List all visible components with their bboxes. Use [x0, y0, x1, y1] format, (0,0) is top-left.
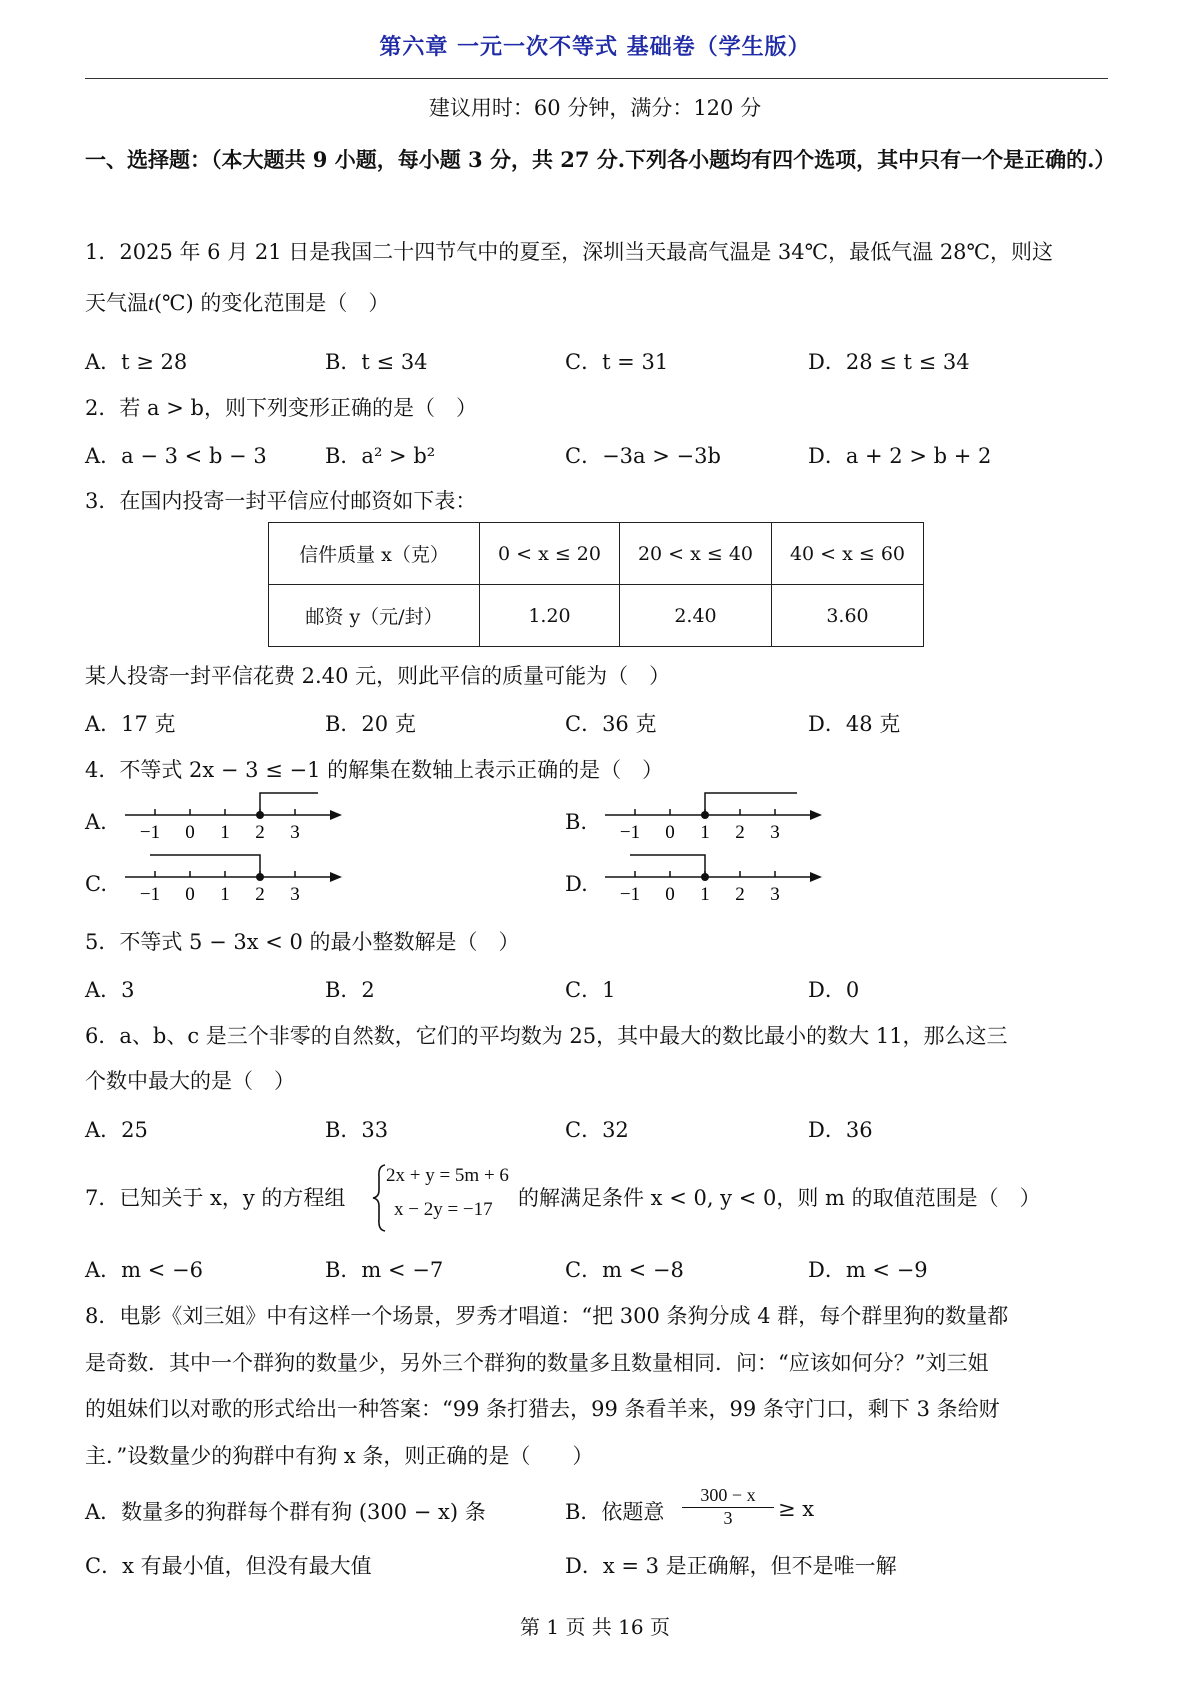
q8-option-d[interactable]: D．x = 3 是正确解，但不是唯一解 — [565, 1554, 897, 1578]
time-and-score: 建议用时：60 分钟，满分：120 分 — [428, 96, 762, 120]
tick-label: 2 — [735, 884, 745, 902]
table-cell: 信件质量 x（克） — [269, 523, 480, 585]
q1-option-d[interactable]: D．28 ≤ t ≤ 34 — [808, 350, 970, 374]
tick-label: 3 — [770, 884, 780, 902]
tick-label: 1 — [220, 884, 230, 902]
title-divider — [85, 78, 1108, 79]
q8-option-b-prefix[interactable]: B．依题意 — [565, 1500, 665, 1524]
q3-option-b[interactable]: B．20 克 — [325, 712, 416, 736]
section-heading: 一、选择题：（本大题共 9 小题，每小题 3 分，共 27 分.下列各小题均有四个选项，其中只有一个是正确的.） — [85, 147, 1116, 172]
table-row — [269, 585, 924, 647]
q8-option-c[interactable]: C．x 有最小值，但没有最大值 — [85, 1554, 372, 1578]
tick-label: 2 — [255, 884, 265, 902]
table-row — [269, 523, 924, 585]
q3-stem: 3．在国内投寄一封平信应付邮资如下表： — [85, 489, 477, 513]
q2-option-d[interactable]: D．a + 2 > b + 2 — [808, 444, 992, 468]
q5-option-c[interactable]: C．1 — [565, 978, 616, 1002]
q3-option-a[interactable]: A．17 克 — [85, 712, 176, 736]
tick-label: 1 — [220, 822, 230, 840]
q5-stem: 5．不等式 5 − 3x < 0 的最小整数解是（ ） — [85, 930, 520, 954]
equation-system — [372, 1163, 532, 1233]
tick-label: −1 — [619, 884, 641, 902]
q4-label-b[interactable]: B. — [565, 810, 588, 834]
q4-numberline-b[interactable] — [600, 785, 830, 840]
tick-label: −1 — [139, 884, 161, 902]
q1-stem-var: t — [148, 291, 154, 315]
table-cell: 40 < x ≤ 60 — [772, 523, 924, 585]
tick-label: 1 — [700, 822, 710, 840]
tick-label: 0 — [185, 822, 195, 840]
tick-label: 2 — [735, 822, 745, 840]
q5-option-b[interactable]: B．2 — [325, 978, 375, 1002]
q3-option-c[interactable]: C．36 克 — [565, 712, 657, 736]
q6-option-b[interactable]: B．33 — [325, 1118, 389, 1142]
tick-label: 3 — [290, 884, 300, 902]
tick-label: 0 — [665, 884, 675, 902]
table-cell: 3.60 — [772, 585, 924, 647]
q6-option-a[interactable]: A．25 — [85, 1118, 148, 1142]
q4-numberline-d[interactable] — [600, 847, 830, 902]
fraction-numerator: 300 − x — [682, 1485, 774, 1508]
q6-option-c[interactable]: C．32 — [565, 1118, 629, 1142]
q6-stem-line1: 6．a、b、c 是三个非零的自然数，它们的平均数为 25，其中最大的数比最小的数大 11，那么这三 — [85, 1024, 1008, 1048]
equation-1: 2x + y = 5m + 6 — [386, 1165, 509, 1186]
tick-label: 2 — [255, 822, 265, 840]
q4-label-a[interactable]: A. — [85, 810, 107, 834]
q7-option-c[interactable]: C．m < −8 — [565, 1258, 684, 1282]
q5-option-d[interactable]: D．0 — [808, 978, 860, 1002]
q1-stem-post: (℃) 的变化范围是（ ） — [153, 291, 390, 315]
table-cell: 邮资 y（元/封） — [269, 585, 480, 647]
q8-stem-line4: 主．”设数量少的狗群中有狗 x 条，则正确的是（ ） — [85, 1444, 594, 1468]
q4-stem: 4．不等式 2x − 3 ≤ −1 的解集在数轴上表示正确的是（ ） — [85, 758, 664, 782]
q7-option-b[interactable]: B．m < −7 — [325, 1258, 444, 1282]
table-cell: 0 < x ≤ 20 — [480, 523, 620, 585]
q7-option-a[interactable]: A．m < −6 — [85, 1258, 203, 1282]
tick-label: −1 — [619, 822, 641, 840]
tick-label: 0 — [185, 884, 195, 902]
q3-followup: 某人投寄一封平信花费 2.40 元，则此平信的质量可能为（ ） — [85, 664, 671, 688]
q2-stem: 2．若 a > b，则下列变形正确的是（ ） — [85, 396, 477, 420]
page-title: 第六章 一元一次不等式 基础卷（学生版） — [379, 34, 811, 60]
postage-table — [268, 522, 924, 647]
q7-stem-post: 的解满足条件 x < 0, y < 0，则 m 的取值范围是（ ） — [518, 1186, 1041, 1210]
q4-numberline-a[interactable] — [120, 785, 350, 840]
q1-stem-line1: 1．2025 年 6 月 21 日是我国二十四节气中的夏至，深圳当天最高气温是 34℃，最低气温 28℃，则这 — [85, 240, 1054, 264]
q8-stem-line3: 的姐妹们以对歌的形式给出一种答案：“99 条打猎去，99 条看羊来，99 条守门口，剩下 3 条给财 — [85, 1397, 1000, 1421]
q8-stem-line1: 8．电影《刘三姐》中有这样一个场景，罗秀才唱道：“把 300 条狗分成 4 群，每个群里狗的数量都 — [85, 1304, 1009, 1328]
table-cell: 1.20 — [480, 585, 620, 647]
tick-label: 1 — [700, 884, 710, 902]
fraction-denominator: 3 — [723, 1508, 733, 1528]
tick-label: 3 — [290, 822, 300, 840]
q1-option-b[interactable]: B．t ≤ 34 — [325, 350, 428, 374]
q1-option-c[interactable]: C．t = 31 — [565, 350, 669, 374]
q1-option-a[interactable]: A．t ≥ 28 — [85, 350, 188, 374]
q7-option-d[interactable]: D．m < −9 — [808, 1258, 928, 1282]
q1-stem-line2 — [85, 287, 389, 317]
q4-label-c[interactable]: C. — [85, 872, 107, 896]
q8-option-b-fraction — [682, 1485, 774, 1529]
q8-option-b-suffix: ≥ x — [778, 1497, 815, 1521]
table-cell: 20 < x ≤ 40 — [620, 523, 772, 585]
q4-label-d[interactable]: D. — [565, 872, 588, 896]
table-cell: 2.40 — [620, 585, 772, 647]
q8-stem-line2: 是奇数．其中一个群狗的数量少，另外三个群狗的数量多且数量相同．问：“应该如何分？”刘三姐 — [85, 1351, 989, 1375]
q7-stem-pre: 7．已知关于 x，y 的方程组 — [85, 1186, 346, 1210]
page-footer: 第 1 页 共 16 页 — [520, 1615, 670, 1639]
q8-option-a[interactable]: A．数量多的狗群每个群有狗 (300 − x) 条 — [85, 1500, 486, 1524]
q2-option-b[interactable]: B．a² > b² — [325, 444, 436, 468]
tick-label: 0 — [665, 822, 675, 840]
q4-numberline-c[interactable] — [120, 847, 350, 902]
tick-label: −1 — [139, 822, 161, 840]
q6-stem-line2: 个数中最大的是（ ） — [85, 1069, 295, 1093]
q5-option-a[interactable]: A．3 — [85, 978, 135, 1002]
q2-option-c[interactable]: C．−3a > −3b — [565, 444, 721, 468]
equation-2: x − 2y = −17 — [394, 1199, 493, 1220]
q6-option-d[interactable]: D．36 — [808, 1118, 873, 1142]
q2-option-a[interactable]: A．a − 3 < b − 3 — [85, 444, 267, 468]
q3-option-d[interactable]: D．48 克 — [808, 712, 901, 736]
tick-label: 3 — [770, 822, 780, 840]
q1-stem-pre: 天气温 — [85, 291, 148, 315]
